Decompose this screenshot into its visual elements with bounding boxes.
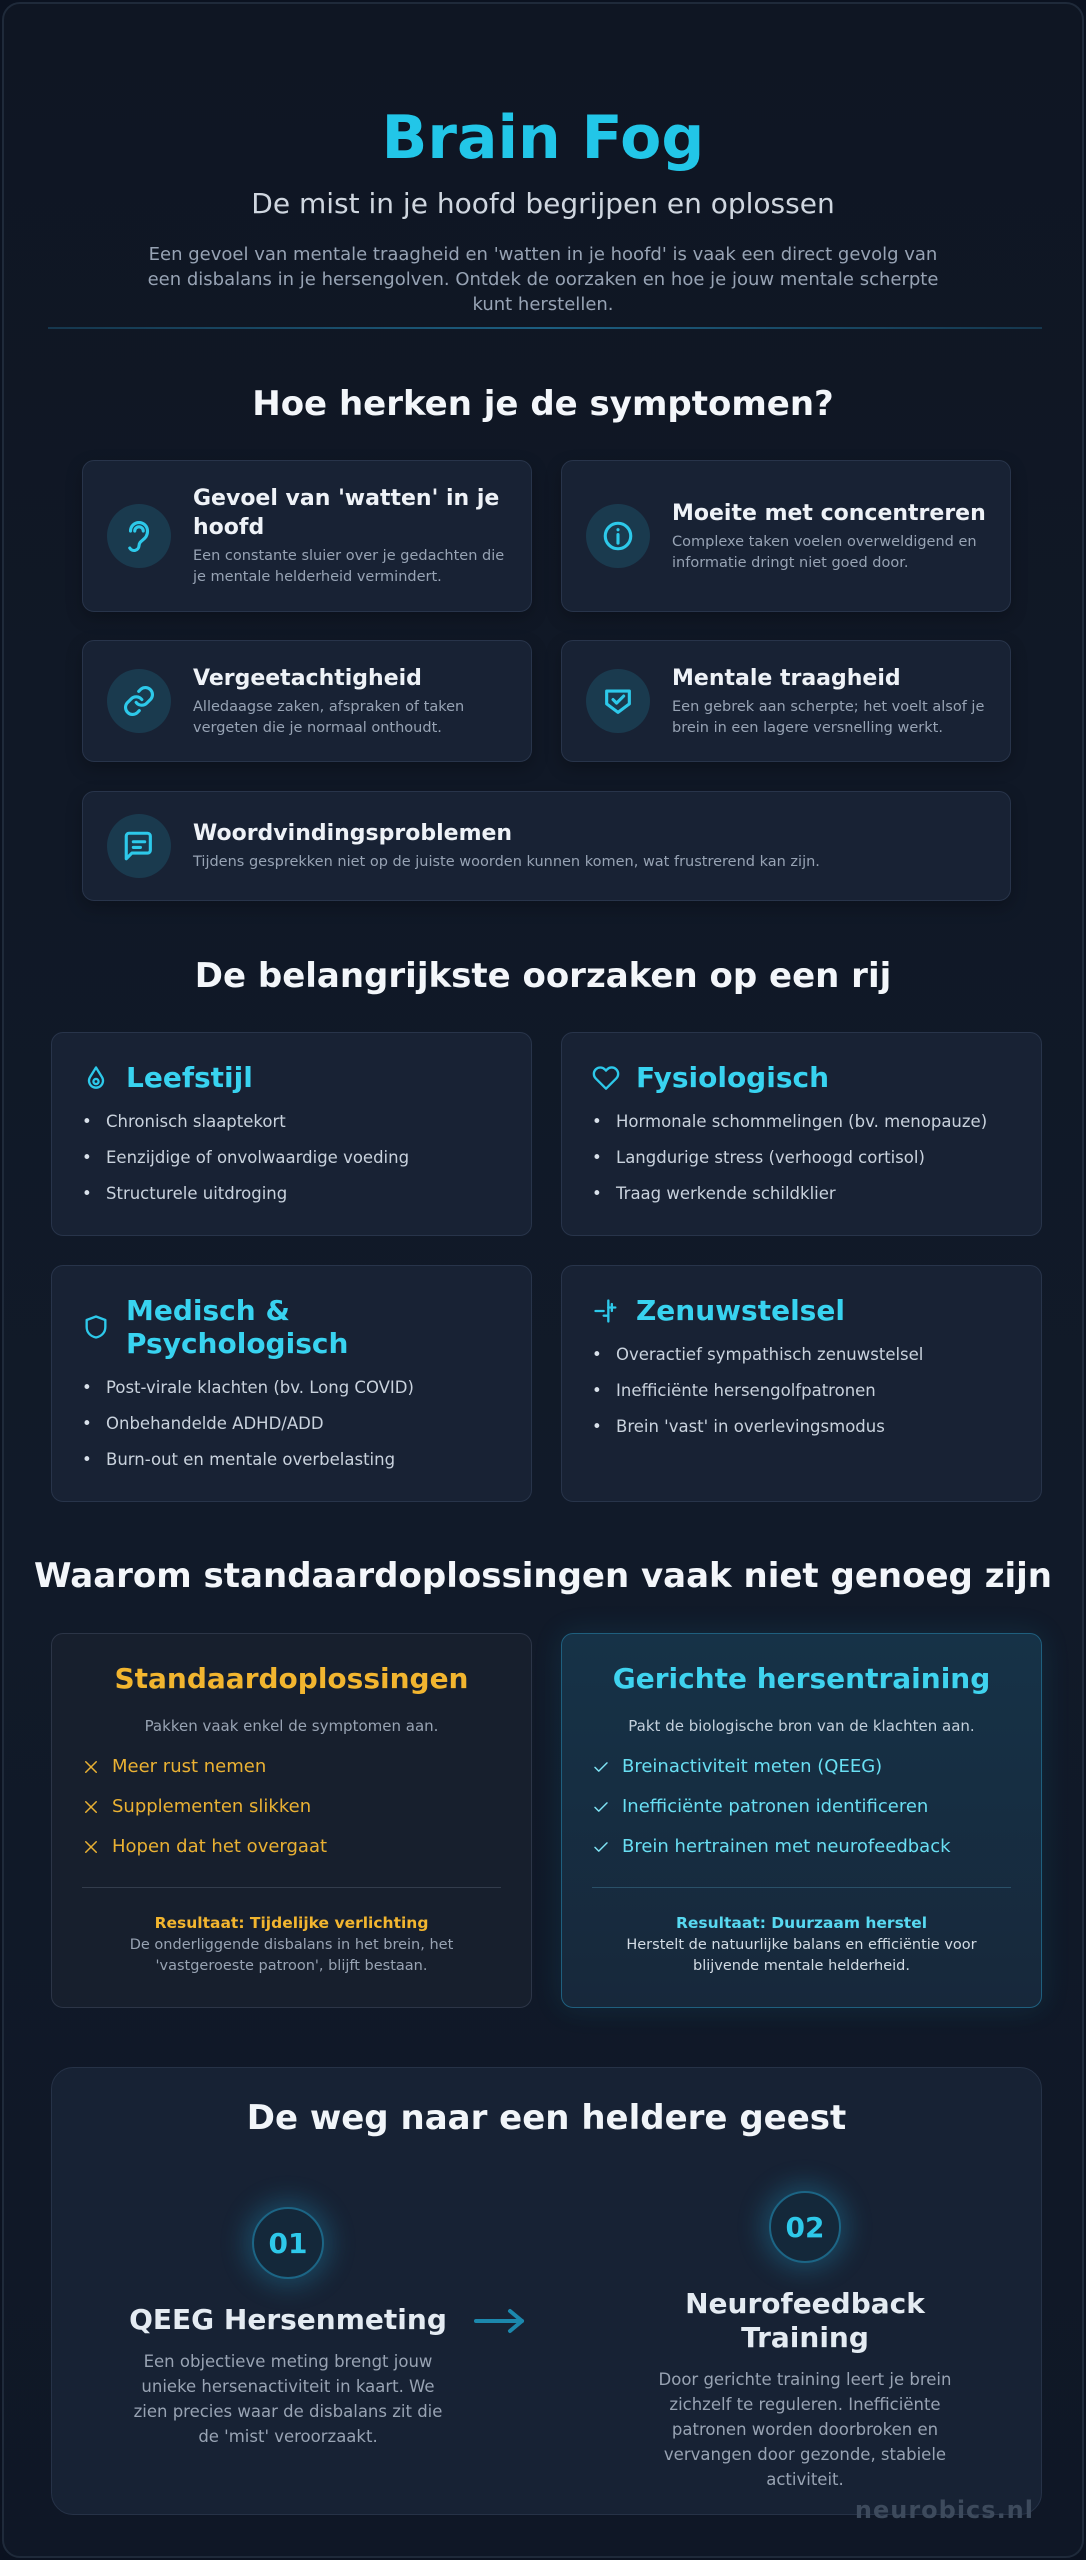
cause-bullet: • Overactief sympathisch zenuwstelsel: [592, 1345, 1013, 1365]
step-text: Een objectieve meting brengt jouw unieke hersenactiviteit in kaart. We zien precies waar de disbalans zit die de 'mist' veroorzaakt.: [133, 2352, 443, 2446]
standard-item: Hopen dat het overgaat: [82, 1834, 531, 1860]
standard-title: Standaardoplossingen: [114, 1662, 469, 1695]
cause-bullet: • Burn-out en mentale overbelasting: [82, 1450, 503, 1470]
cause-bullet: • Brein 'vast' in overlevingsmodus: [592, 1417, 1013, 1437]
symptom-text: Een constante sluier over je gedachten die je mentale helderheid vermindert.: [193, 548, 505, 585]
step-text: Door gerichte training leert je brein zichzelf te reguleren. Inefficiënte patronen worden doorbroken en vervangen door gezonde, stabiele activiteit.: [658, 2370, 952, 2489]
cause-card: [561, 1265, 1042, 1502]
page-subtitle: De mist in je hoofd begrijpen en oplossen: [251, 187, 835, 220]
cause-bullet: • Inefficiënte hersengolfpatronen: [592, 1381, 1013, 1401]
brain-title: Gerichte hersentraining: [612, 1662, 991, 1695]
heart-icon: [592, 1064, 620, 1092]
brain-training-card: [561, 1633, 1042, 2008]
standard-subtitle: Pakken vaak enkel de symptomen aan.: [144, 1717, 439, 1735]
ear-icon: [107, 504, 171, 568]
brand-logo[interactable]: neurobics.nl: [854, 2496, 1034, 2524]
brain-result-text: Herstelt de natuurlijke balans en efficiëntie voor blijvende mentale helderheid.: [626, 1937, 977, 1974]
compare-title: Waarom standaardoplossingen vaak niet genoeg zijn: [33, 1556, 1053, 1596]
symptom-title: Vergeetachtigheid: [193, 665, 422, 691]
step-title: QEEG Hersenmeting: [129, 2303, 447, 2336]
cause-title: Fysiologisch: [636, 1061, 830, 1094]
symptom-title: Moeite met concentreren: [672, 500, 986, 526]
brain-item: Breinactiviteit meten (QEEG): [592, 1754, 1041, 1780]
message-icon: [107, 814, 171, 878]
symptom-text: Tijdens gesprekken niet op de juiste woorden kunnen komen, wat frustrerend kan zijn.: [193, 854, 820, 870]
divider: [592, 1887, 1011, 1888]
brain-item: Inefficiënte patronen identificeren: [592, 1794, 1041, 1820]
symptom-title: Woordvindingsproblemen: [193, 821, 513, 846]
step-number: 01: [252, 2207, 324, 2279]
step-2: [625, 2191, 985, 2492]
symptom-text: Een gebrek aan scherpte; het voelt alsof je brein in een lagere versnelling werkt.: [672, 698, 985, 736]
hero-divider: [48, 327, 1042, 329]
cause-bullet: • Onbehandelde ADHD/ADD: [82, 1414, 503, 1434]
symptom-title: Mentale traagheid: [672, 665, 901, 691]
symptom-card: [82, 460, 532, 612]
cause-card: [51, 1032, 532, 1236]
cause-bullet: • Traag werkende schildklier: [592, 1184, 1013, 1204]
step-1: [108, 2207, 468, 2449]
standard-item: Supplementen slikken: [82, 1794, 531, 1820]
cause-title: Leefstijl: [126, 1061, 253, 1094]
cause-bullet: • Eenzijdige of onvolwaardige voeding: [82, 1148, 503, 1168]
cause-bullet: • Hormonale schommelingen (bv. menopauze): [592, 1112, 1013, 1132]
cause-card: [51, 1265, 532, 1502]
standard-result: [82, 1913, 501, 1977]
link-icon: [107, 669, 171, 733]
check-icon: [592, 1758, 610, 1776]
arrow-right-icon: [472, 2306, 528, 2336]
droplet-icon: [82, 1064, 110, 1092]
cause-title: Zenuwstelsel: [636, 1294, 845, 1327]
cause-card: [561, 1032, 1042, 1236]
standard-result-title: Resultaat: Tijdelijke verlichting: [154, 1914, 429, 1932]
standard-solutions-card: [51, 1633, 532, 2008]
close-icon: [82, 1758, 100, 1776]
shield-icon: [82, 1313, 110, 1341]
brain-result-title: Resultaat: Duurzaam herstel: [675, 1914, 928, 1932]
hero: [4, 100, 1082, 317]
symptom-card: [561, 640, 1011, 762]
hero-intro: Een gevoel van mentale traagheid en 'watten in je hoofd' is vaak een direct gevolg van een disbalans in je hersengolven. Ontdek de oorzaken en hoe je jouw mentale scherpte kunt herstellen.: [147, 244, 939, 315]
cause-title: Medisch & Psychologisch: [126, 1294, 349, 1360]
path-title: De weg naar een heldere geest: [246, 2098, 847, 2138]
page-title: Brain Fog: [381, 103, 705, 173]
check-icon: [592, 1798, 610, 1816]
cause-bullet: • Chronisch slaaptekort: [82, 1112, 503, 1132]
page-frame: [2, 2, 1084, 2558]
step-title: Neurofeedback Training: [685, 2287, 925, 2354]
brain-item: Brein hertrainen met neurofeedback: [592, 1834, 1041, 1860]
divider: [82, 1887, 501, 1888]
cause-bullet: • Post-virale klachten (bv. Long COVID): [82, 1378, 503, 1398]
symptom-text: Alledaagse zaken, afspraken of taken vergeten die je normaal onthoudt.: [193, 698, 465, 736]
causes-title: De belangrijkste oorzaken op een rij: [194, 956, 892, 996]
step-number: 02: [769, 2191, 841, 2263]
symptom-text: Complexe taken voelen overweldigend en informatie dringt niet goed door.: [672, 533, 977, 571]
nerve-icon: [592, 1297, 620, 1325]
symptom-card: [561, 460, 1011, 612]
standard-item: Meer rust nemen: [82, 1754, 531, 1780]
brain-subtitle: Pakt de biologische bron van de klachten aan.: [628, 1717, 975, 1735]
symptoms-title: Hoe herken je de symptomen?: [252, 384, 834, 424]
info-icon: [586, 504, 650, 568]
close-icon: [82, 1798, 100, 1816]
cause-bullet: • Structurele uitdroging: [82, 1184, 503, 1204]
symptom-card: [82, 640, 532, 762]
standard-result-text: De onderliggende disbalans in het brein, het 'vastgeroeste patroon', blijft bestaan.: [129, 1937, 454, 1974]
symptom-card: [82, 791, 1011, 901]
close-icon: [82, 1838, 100, 1856]
check-icon: [592, 1838, 610, 1856]
shield-check-icon: [586, 669, 650, 733]
brain-result: [592, 1913, 1011, 1977]
cause-bullet: • Langdurige stress (verhoogd cortisol): [592, 1148, 1013, 1168]
symptom-title: Gevoel van 'watten' in je hoofd: [193, 486, 500, 540]
